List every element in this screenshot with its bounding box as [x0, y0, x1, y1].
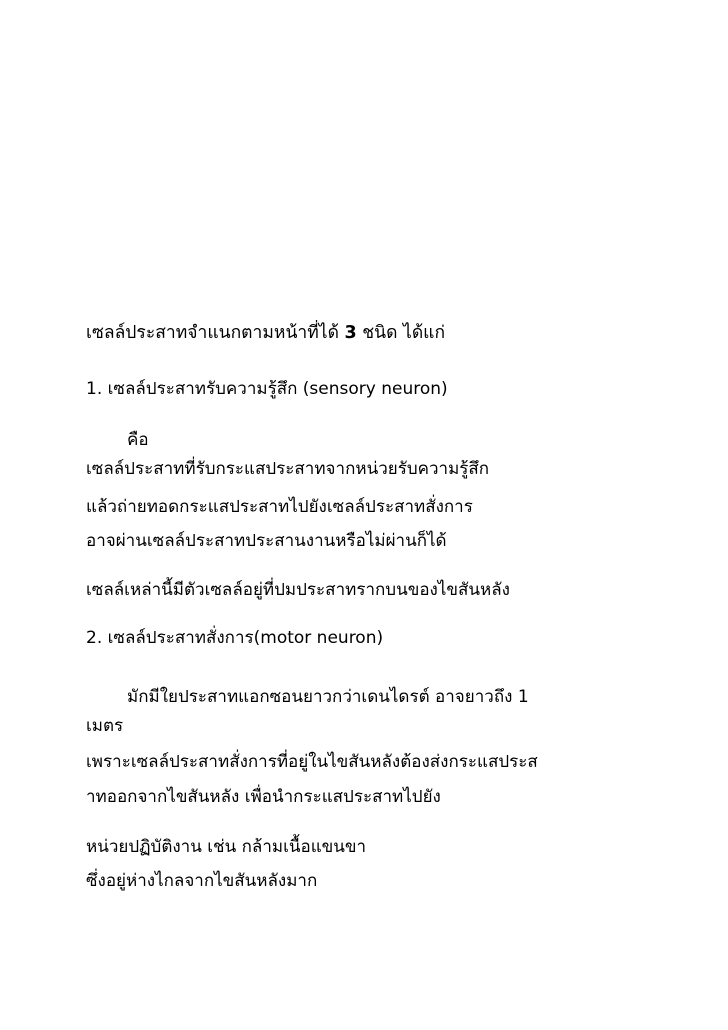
heading-text-end: ชนิด ได้แก่: [356, 323, 446, 343]
heading-count: 3: [344, 323, 357, 343]
section-heading: [86, 322, 445, 344]
item1-line3: อาจผ่านเซลล์ประสาทประสานงานหรือไม่ผ่านก็ได้: [86, 531, 447, 551]
item1-line4: เซลล์เหล่านี้มีตัวเซลล์อยู่ที่ปมประสาทรากบนของไขสันหลัง: [86, 580, 510, 600]
item2-line4: าทออกจากไขสันหลัง เพื่อนำกระแสประสาทไปยัง: [86, 787, 441, 807]
item1-line2: แล้วถ่ายทอดกระแสประสาทไปยังเซลล์ประสาทสั่งการ: [86, 497, 473, 517]
item2-line6: ซึ่งอยู่ห่างไกลจากไขสันหลังมาก: [86, 871, 318, 891]
item2-title: 2. เซลล์ประสาทสั่งการ(motor neuron): [86, 628, 384, 648]
item1-kue: คือ: [127, 430, 149, 450]
item2-line5: หน่วยปฏิบัติงาน เช่น กล้ามเนื้อแขนขา: [86, 837, 367, 857]
item2-line1: มักมีใยประสาทแอกซอนยาวกว่าเดนไดรต์ อาจยาวถึง 1: [127, 687, 529, 707]
item1-line1: เซลล์ประสาทที่รับกระแสประสาทจากหน่วยรับความรู้สึก: [86, 459, 490, 479]
item1-title: 1. เซลล์ประสาทรับความรู้สึก (sensory neuron): [86, 379, 448, 399]
heading-text-start: เซลล์ประสาทจำแนกตามหน้าที่ได้: [86, 323, 345, 343]
item2-line2: เมตร: [86, 716, 124, 736]
item2-line3: เพราะเซลล์ประสาทสั่งการที่อยู่ในไขสันหลังต้องส่งกระแสประส: [86, 752, 538, 772]
